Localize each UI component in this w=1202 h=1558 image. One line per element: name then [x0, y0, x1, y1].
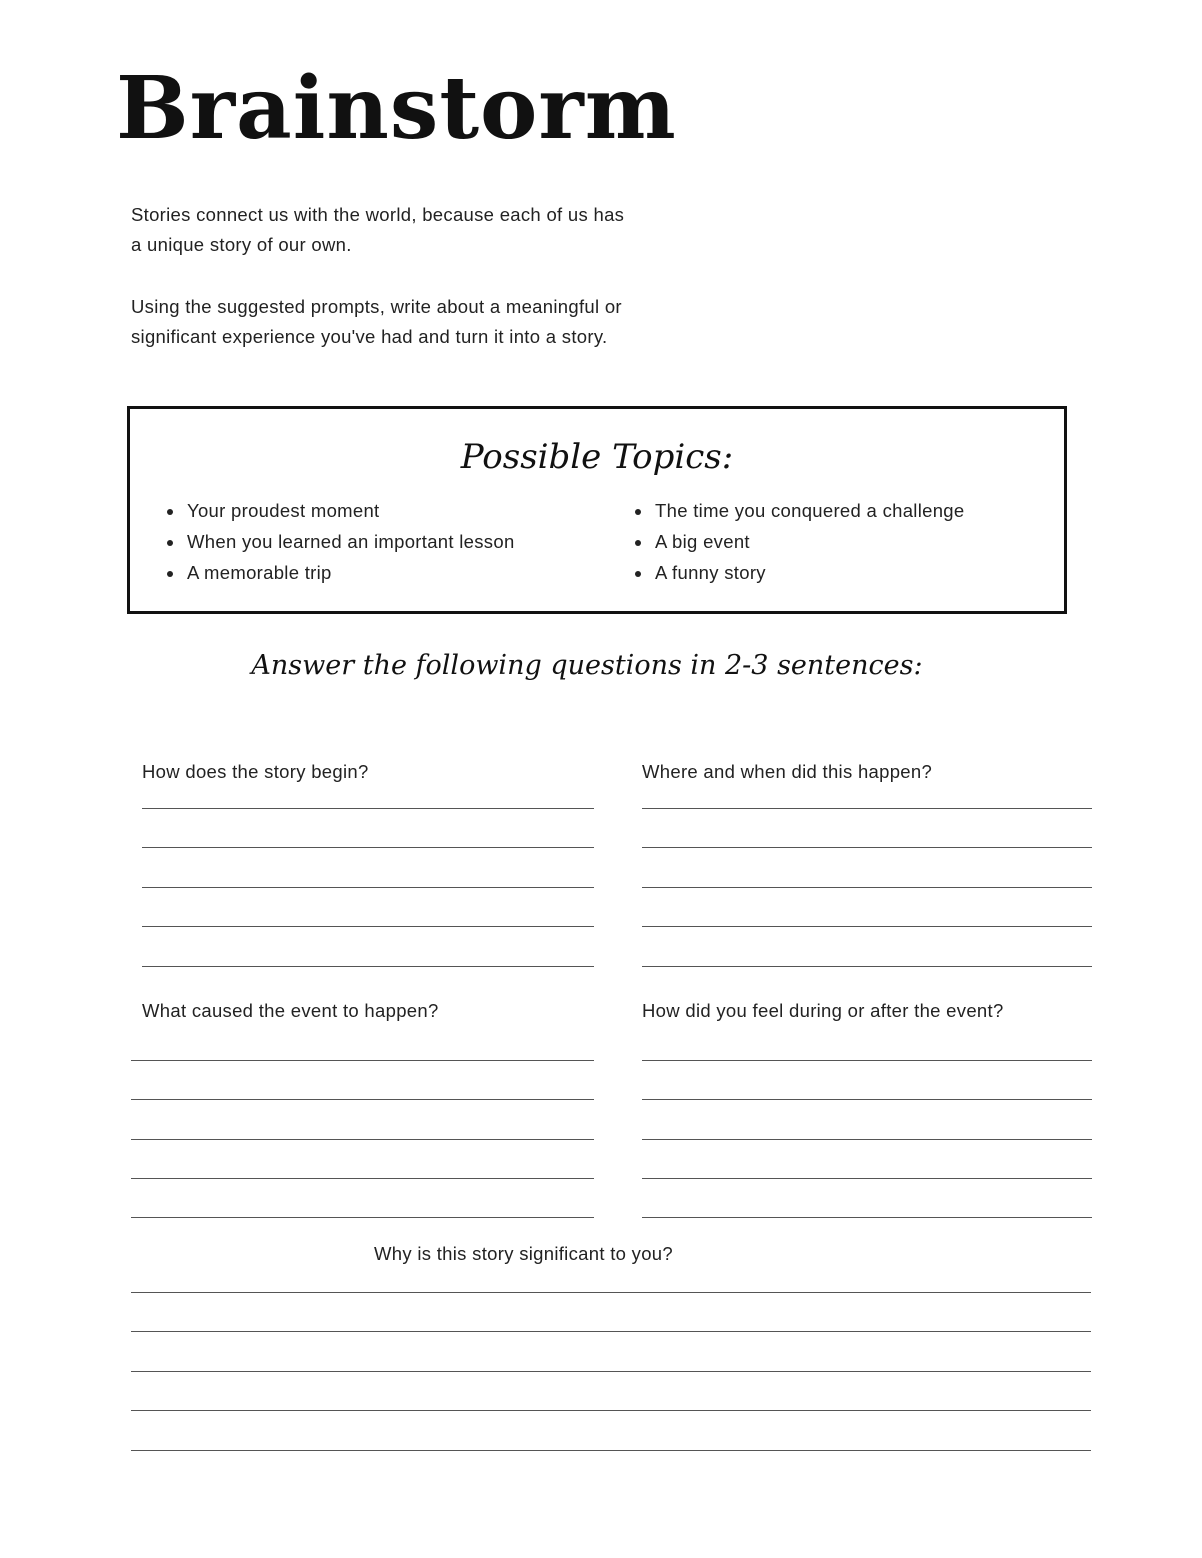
answer-line[interactable] — [642, 966, 1092, 967]
question-where-when: Where and when did this happen? — [642, 761, 933, 782]
topic-item: • The time you conquered a challenge — [653, 495, 964, 526]
intro-paragraph-1 — [131, 200, 731, 260]
answer-line[interactable] — [131, 1410, 1091, 1411]
answer-line[interactable] — [142, 887, 594, 888]
answer-line[interactable] — [131, 1292, 1091, 1293]
answer-line[interactable] — [131, 1217, 594, 1218]
question-story-begin: How does the story begin? — [142, 761, 369, 782]
answer-line[interactable] — [131, 1060, 594, 1061]
possible-topics-box — [127, 406, 1067, 614]
answer-line[interactable] — [642, 808, 1092, 809]
answer-line[interactable] — [642, 887, 1092, 888]
answer-line[interactable] — [131, 1099, 594, 1100]
answer-line[interactable] — [642, 1060, 1092, 1061]
question-significance: Why is this story significant to you? — [374, 1243, 673, 1264]
topics-list-right — [633, 495, 964, 588]
answer-line[interactable] — [642, 1217, 1092, 1218]
topic-item: • A memorable trip — [185, 557, 515, 588]
intro-line: Using the suggested prompts, write about a meaningful or — [131, 296, 622, 317]
instruction-heading: Answer the following questions in 2-3 sentences: — [251, 650, 923, 681]
answer-line[interactable] — [642, 1178, 1092, 1179]
answer-line[interactable] — [131, 1450, 1091, 1451]
topic-item: • Your proudest moment — [185, 495, 515, 526]
answer-line[interactable] — [142, 847, 594, 848]
answer-line[interactable] — [131, 1178, 594, 1179]
question-cause: What caused the event to happen? — [142, 1000, 439, 1021]
answer-line[interactable] — [142, 926, 594, 927]
answer-line[interactable] — [642, 926, 1092, 927]
topics-list-left — [165, 495, 515, 588]
topic-item: • A big event — [653, 526, 964, 557]
answer-line[interactable] — [131, 1139, 594, 1140]
answer-line[interactable] — [642, 847, 1092, 848]
question-feelings: How did you feel during or after the event? — [642, 1000, 1004, 1021]
topics-title: Possible Topics: — [460, 437, 734, 477]
answer-line[interactable] — [142, 808, 594, 809]
answer-line[interactable] — [131, 1331, 1091, 1332]
intro-line: significant experience you've had and turn it into a story. — [131, 326, 608, 347]
intro-line: a unique story of our own. — [131, 234, 352, 255]
intro-line: Stories connect us with the world, because each of us has — [131, 204, 625, 225]
answer-line[interactable] — [642, 1139, 1092, 1140]
intro-paragraph-2 — [131, 292, 731, 352]
answer-line[interactable] — [142, 966, 594, 967]
answer-line[interactable] — [131, 1371, 1091, 1372]
topic-item: • A funny story — [653, 557, 964, 588]
page-title: Brainstorm — [116, 58, 677, 159]
answer-line[interactable] — [642, 1099, 1092, 1100]
topic-item: • When you learned an important lesson — [185, 526, 515, 557]
